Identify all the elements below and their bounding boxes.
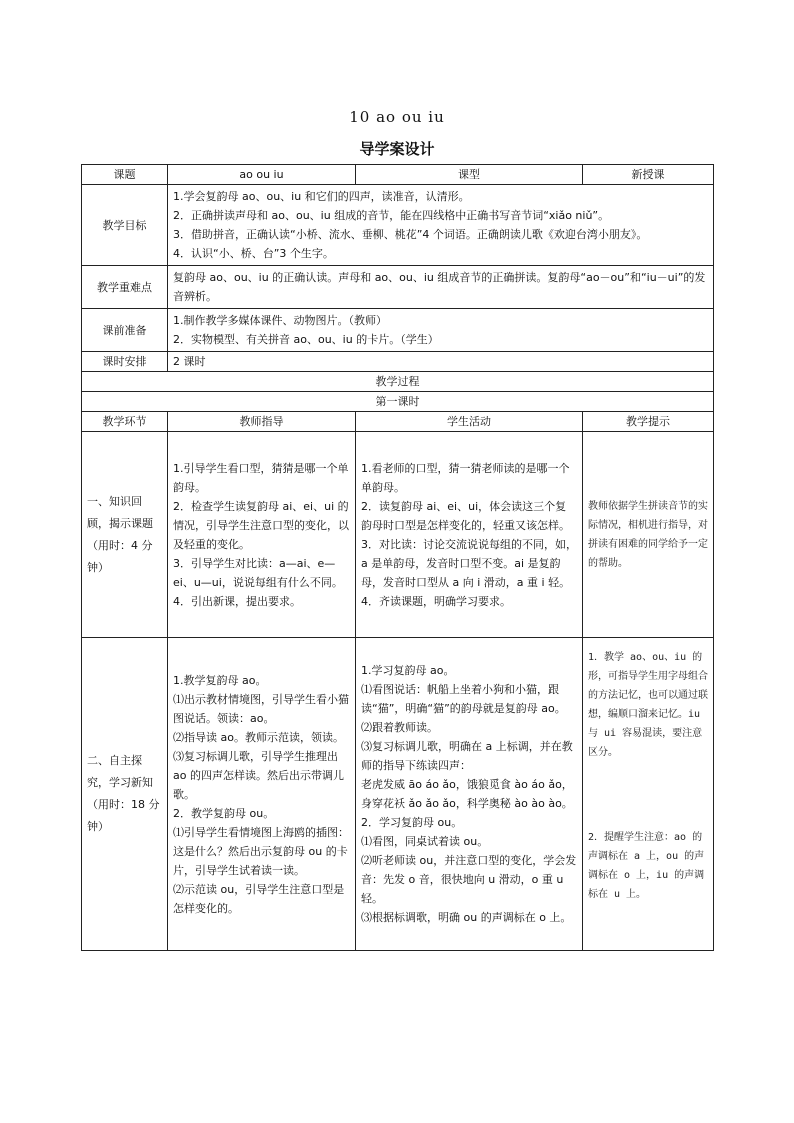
column-header: 教学环节 [82,412,168,432]
student-step: 2．学习复韵母 ou。 [361,816,463,829]
student-step: 1.学习复韵母 ao。 [361,664,455,677]
goal-item: 3．借助拼音，正确认读“小桥、流水、垂柳、桃花”4 个词语。正确朗读儿歌《欢迎台湾小朋友》。 [173,228,648,241]
prep-row [82,309,714,352]
key-points-row [82,266,714,309]
teaching-tip: 1．教学 ao、ou、iu 的形，可指导学生用字母组合的方法记忆，也可以通过联想，编顺口溜来记忆。iu 与 ui 容易混读，要注意区分。 [588,652,708,758]
student-step: ⑴看图，同桌试着读 ou。 [361,835,489,848]
student-step: ⑴看图说话：帆船上坐着小狗和小猫，跟读“猫”，明确“猫”的韵母就是复韵母 ao。 [361,683,566,715]
topic-value: ao ou iu [168,165,356,185]
first-lesson-title: 第一课时 [82,392,714,412]
lesson-title: 10 ao ou iu [349,108,445,126]
teacher-step: ⑴引导学生看情境图上海鸥的插图：这是什么？然后出示复韵母 ou 的卡片，引导学生试着读一读。 [173,825,349,877]
student-step: ⑶根据标调歌，明确 ou 的声调标在 o 上。 [361,911,572,924]
type-value: 新授课 [583,165,714,185]
teaching-tip: 教师依据学生拼读音节的实际情况，相机进行指导，对拼读有困难的同学给予一定的帮助。 [588,500,708,569]
student-step: 3．对比读：讨论交流说说每组的不同，如，a 是单韵母，发音时口型不变。ai 是复韵母，发音时口型从 a 向 i 滑动，a 重 i 轻。 [361,537,577,589]
goals-content [168,185,714,266]
goals-row [82,185,714,266]
goal-item: 2．正确拼读声母和 ao、ou、iu 组成的音节，能在四线格中正确书写音节词“xiǎo niǔ”。 [173,209,610,222]
student-activity-cell [356,432,583,638]
teacher-step: ⑵指导读 ao。教师示范读，领读。 [173,730,344,744]
schedule-label: 课时安排 [82,352,168,372]
teacher-guidance-cell [168,432,356,638]
teacher-step: 2．教学复韵母 ou。 [173,806,275,820]
key-points-content: 复韵母 ao、ou、iu 的正确认读。声母和 ao、ou、iu 组成音节的正确拼读。复韵母“ao－ou”和“iu－ui”的发音辨析。 [168,266,714,309]
student-step: 老虎发威 āo áo ǎo，饿狼觅食 ào áo ǎo，身穿花袄 ǎo ǎo ǎo，科学奥秘 ào ào ào。 [361,778,573,810]
schedule-row [82,352,714,372]
teacher-step: 2．检查学生读复韵母 ai、ei、ui 的情况，引导学生注意口型的变化，以及轻重的变化。 [173,499,349,551]
process-title: 教学过程 [82,372,714,392]
student-step: ⑵听老师读 ou，并注意口型的变化，学会发音：先发 o 音，很快地向 u 滑动，o 重 u 轻。 [361,854,577,905]
goal-item: 4．认识“小、桥、台”3 个生字。 [173,247,334,260]
stage-cell: 二、自主探究，学习新知（用时：18 分钟） [82,638,168,951]
process-row-review [82,432,714,638]
teaching-tip-cell [583,432,714,638]
teacher-step: 1.引导学生看口型，猜猜是哪一个单韵母。 [173,461,349,494]
prep-item: 2．实物模型、有关拼音 ao、ou、iu 的卡片。（学生） [173,333,439,346]
process-row-explore [82,638,714,951]
lesson-title-row [82,392,714,412]
type-label: 课型 [356,165,583,185]
student-step: ⑶复习标调儿歌，明确在 a 上标调，并在教师的指导下练读四声： [361,740,573,772]
topic-label: 课题 [82,165,168,185]
goal-item: 1.学会复韵母 ao、ou、iu 和它们的四声，读准音，认清形。 [173,190,470,203]
teaching-tip: 2．提醒学生注意：ao 的声调标在 a 上，ou 的声调标在 o 上，iu 的声调标在 u 上。 [588,832,705,900]
teacher-guidance-cell [168,638,356,951]
teacher-step: 1.教学复韵母 ao。 [173,673,267,687]
teacher-step: ⑶复习标调儿歌，引导学生推理出 ao 的四声怎样读。然后出示带调儿歌。 [173,749,344,801]
prep-content [168,309,714,352]
student-activity-cell [356,638,583,951]
key-points-label: 教学重难点 [82,266,168,309]
student-step: 2．读复韵母 ai、ei、ui，体会读这三个复韵母时口型是怎样变化的，轻重又该怎样。 [361,499,570,532]
column-header: 教师指导 [168,412,356,432]
teacher-step: 4．引出新课，提出要求。 [173,594,301,608]
teaching-tip-cell [583,638,714,951]
teacher-step: ⑴出示教材情境图，引导学生看小猫图说话。领读：ao。 [173,692,349,725]
process-title-row [82,372,714,392]
column-header: 教学提示 [583,412,714,432]
column-header-row [82,412,714,432]
goals-label: 教学目标 [82,185,168,266]
student-step: 1.看老师的口型，猜一猜老师读的是哪一个单韵母。 [361,461,570,494]
stage-cell: 一、知识回顾，揭示课题（用时：4 分钟） [82,432,168,638]
lesson-plan-table [81,164,714,951]
teacher-step: ⑵示范读 ou，引导学生注意口型是怎样变化的。 [173,882,345,915]
schedule-value: 2 课时 [168,352,714,372]
student-step: 4．齐读课题，明确学习要求。 [361,594,511,608]
header-row [82,165,714,185]
prep-item: 1.制作教学多媒体课件、动物图片。（教师） [173,314,387,327]
document-subtitle: 导学案设计 [359,140,435,158]
student-step: ⑵跟着教师读。 [361,721,438,734]
teacher-step: 3．引导学生对比读：a—ai、e—ei、u—ui，说说每组有什么不同。 [173,556,343,589]
prep-label: 课前准备 [82,309,168,352]
column-header: 学生活动 [356,412,583,432]
